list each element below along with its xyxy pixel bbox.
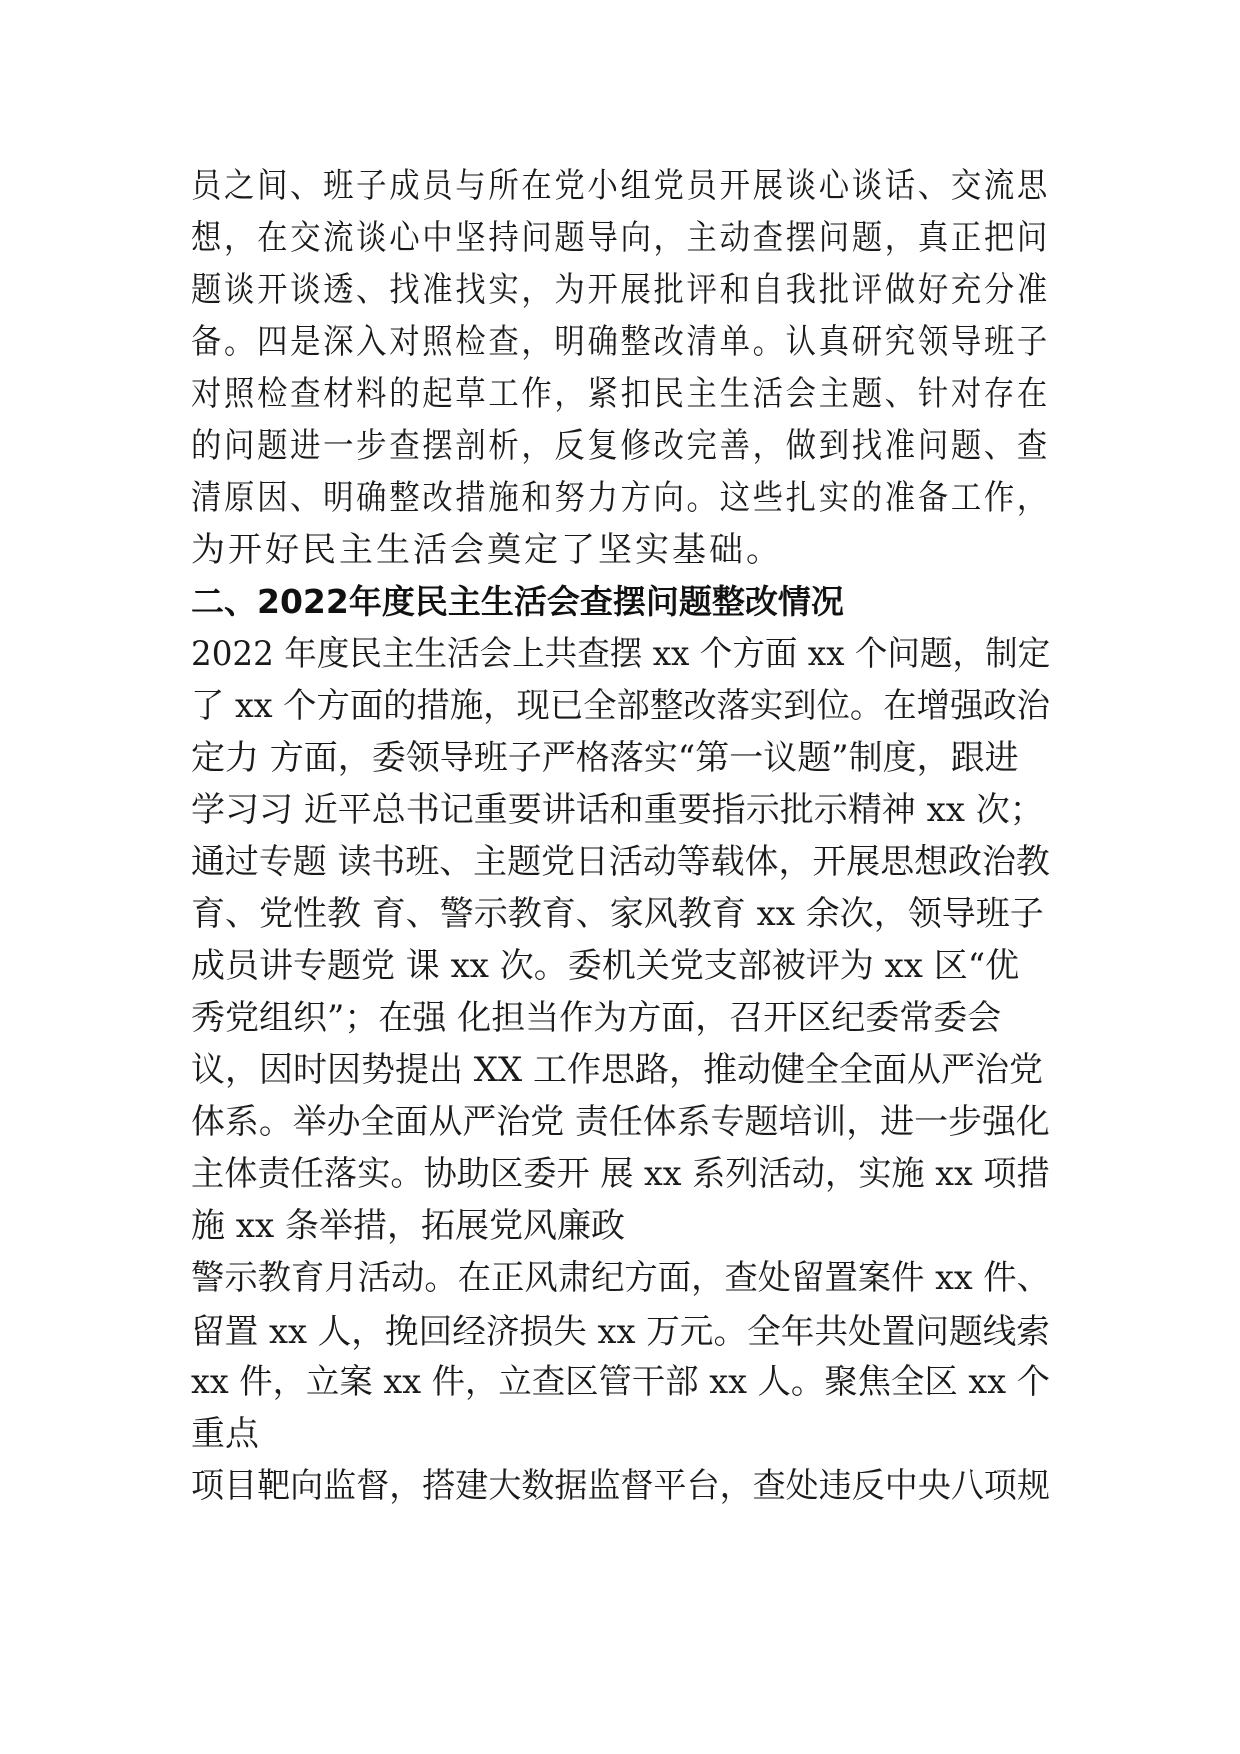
paragraph-line: 警示教育月活动。在正风肃纪方面，查处留置案件 xx 件、 xyxy=(191,1258,1050,1298)
section-heading: 二、2022年度民主生活会查摆问题整改情况 xyxy=(191,582,844,621)
paragraph-line: 了 xx 个方面的措施，现已全部整改落实到位。在增强政治 xyxy=(191,686,1050,726)
paragraph-line: 施 xx 条举措，拓展党风廉政 xyxy=(191,1206,625,1246)
paragraph-line: 成员讲专题党 课 xx 次。委机关党支部被评为 xx 区“优 xyxy=(191,946,1020,986)
paragraph-line: 想，在交流谈心中坚持问题导向，主动查摆问题，真正把问 xyxy=(191,218,1050,258)
paragraph-line: 学习习 近平总书记重要讲话和重要指示批示精神 xx 次； xyxy=(191,790,1044,830)
paragraph-line: 为开好民主生活会奠定了坚实基础。 xyxy=(191,530,783,570)
paragraph-line: 定力 方面，委领导班子严格落实“第一议题”制度，跟进 xyxy=(191,738,1019,778)
paragraph-line: 体系。举办全面从严治党 责任体系专题培训，进一步强化 xyxy=(191,1102,1050,1142)
paragraph-line: 育、党性教 育、警示教育、家风教育 xx 余次，领导班子 xyxy=(191,894,1044,934)
paragraph-line: 议，因时因势提出 XX 工作思路，推动健全全面从严治党 xyxy=(191,1050,1044,1090)
paragraph-line: 留置 xx 人，挽回经济损失 xx 万元。全年共处置问题线索 xyxy=(191,1312,1050,1352)
paragraph-line: 题谈开谈透、找准找实，为开展批评和自我批评做好充分准 xyxy=(191,270,1050,310)
paragraph-line: 2022 年度民主生活会上共查摆 xx 个方面 xx 个问题，制定 xyxy=(191,634,1051,674)
paragraph-line: 对照检查材料的起草工作，紧扣民主生活会主题、针对存在 xyxy=(191,374,1050,414)
paragraph-line: 项目靶向监督，搭建大数据监督平台，查处违反中央八项规 xyxy=(191,1466,1050,1506)
paragraph-line: 备。四是深入对照检查，明确整改清单。认真研究领导班子 xyxy=(191,322,1050,362)
paragraph-line: 清原因、明确整改措施和努力方向。这些扎实的准备工作， xyxy=(191,478,1050,518)
paragraph-line: xx 件，立案 xx 件，立查区管干部 xx 人。聚焦全区 xx 个 xyxy=(191,1362,1051,1402)
paragraph-line: 通过专题 读书班、主题党日活动等载体，开展思想政治教 xyxy=(191,842,1050,882)
paragraph-line: 员之间、班子成员与所在党小组党员开展谈心谈话、交流思 xyxy=(191,166,1050,206)
paragraph-line: 重点 xyxy=(191,1414,259,1454)
paragraph-line: 主体责任落实。协助区委开 展 xx 系列活动，实施 xx 项措 xyxy=(191,1154,1050,1194)
paragraph-line: 的问题进一步查摆剖析，反复修改完善，做到找准问题、查 xyxy=(191,426,1050,466)
paragraph-line: 秀党组织”；在强 化担当作为方面，召开区纪委常委会 xyxy=(191,998,1002,1038)
